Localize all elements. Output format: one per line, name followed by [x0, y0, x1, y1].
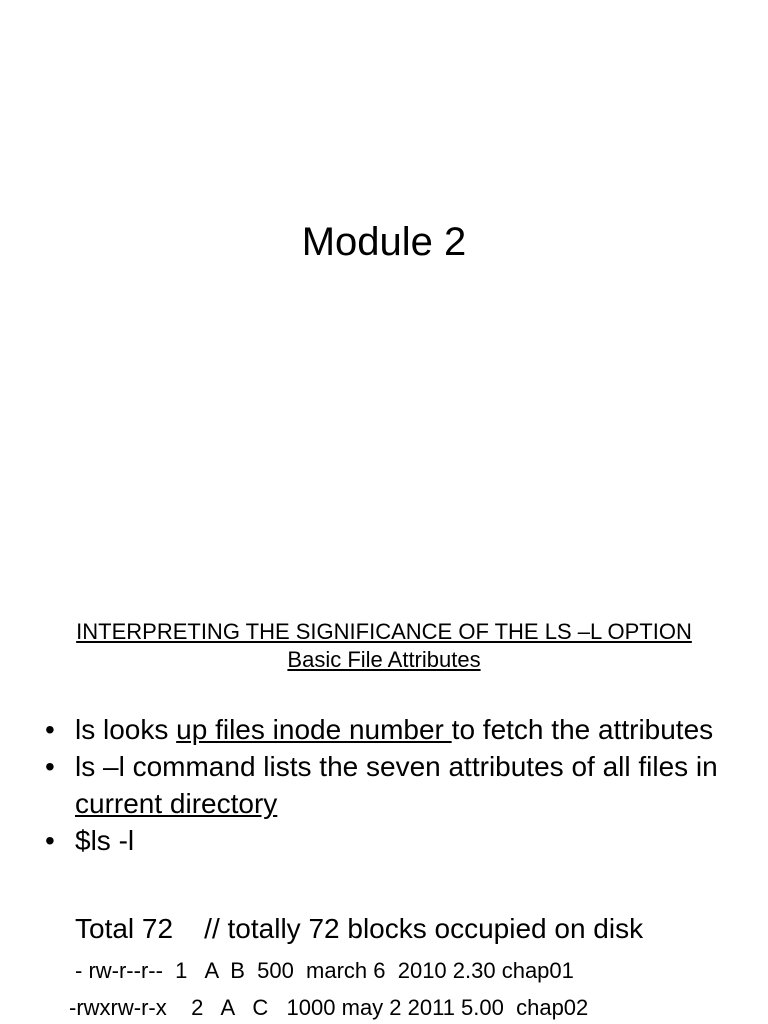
bullet-item-ls-l	[45, 748, 745, 822]
bullet-item-command	[45, 822, 745, 859]
section-heading: INTERPRETING THE SIGNIFICANCE OF THE LS –L OPTION	[76, 619, 692, 644]
bullet-item-inode	[45, 711, 745, 748]
bullet-marker: •	[45, 825, 55, 856]
bullet-list	[45, 711, 745, 859]
listing-row: -rwxrw-r-x 2 A C 1000 may 2 2011 5.00 chap02	[69, 995, 589, 1020]
bullet-marker: •	[45, 714, 55, 745]
bullet-text: $ls -l	[75, 825, 135, 856]
slide-title: Module 2	[301, 220, 467, 264]
bullet-marker: •	[45, 751, 55, 782]
bullet-underlined-text: up files inode number	[176, 714, 452, 745]
bullet-text: ls looks	[75, 714, 177, 745]
bullet-text: to fetch the attributes	[451, 714, 714, 745]
bullet-underlined-text: current directory	[75, 788, 278, 819]
section-subheading: Basic File Attributes	[287, 647, 481, 672]
listing-total: Total 72 // totally 72 blocks occupied on disk	[75, 913, 644, 944]
listing-row: - rw-r--r-- 1 A B 500 march 6 2010 2.30 chap01	[75, 958, 574, 983]
bullet-text: ls –l command lists the seven attributes of all files in	[75, 751, 718, 782]
